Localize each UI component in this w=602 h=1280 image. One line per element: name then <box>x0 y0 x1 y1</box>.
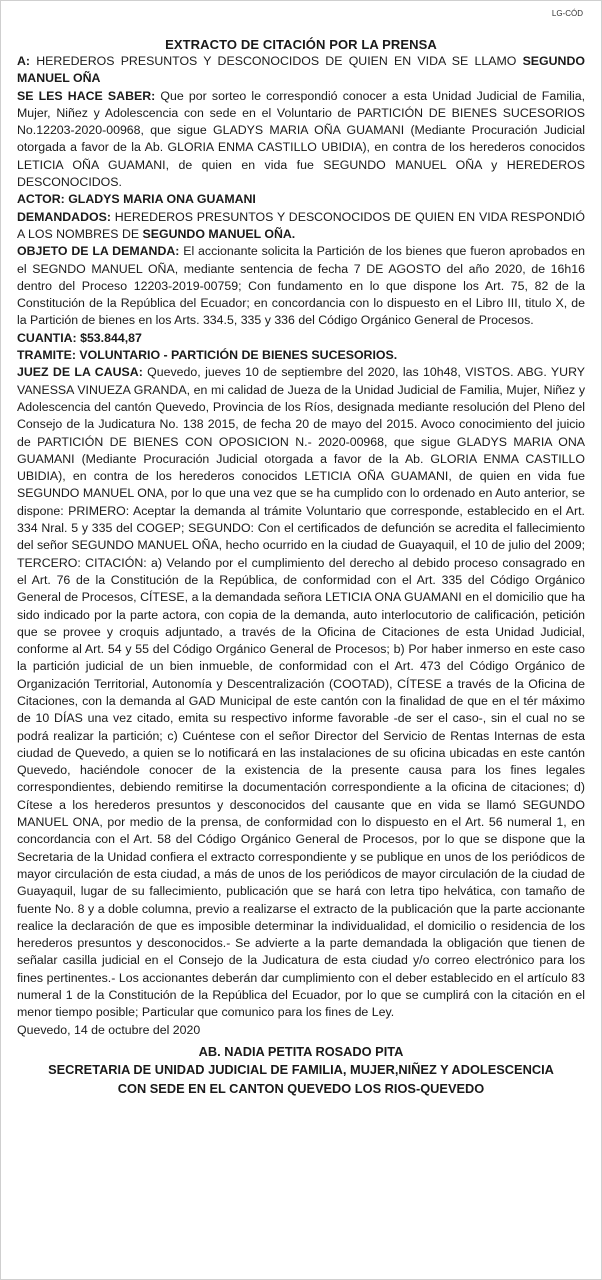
objeto-paragraph <box>17 243 585 329</box>
notice-title: EXTRACTO DE CITACIÓN POR LA PRENSA <box>165 37 437 52</box>
signatory-role-line2: CON SEDE EN EL CANTON QUEVEDO LOS RIOS-QUEVEDO <box>117 1080 485 1096</box>
signatory-name: AB. NADIA PETITA ROSADO PITA <box>198 1043 404 1059</box>
juez-paragraph <box>17 364 585 1021</box>
juez-text: Quevedo, jueves 10 de septiembre del 2020, las 10h48, VISTOS. ABG. YURY VANESSA VINUEZA GRANDA, en mi calidad de Jueza de la Unidad Judicial de Familia, Mujer, Niñez y Adolescencia del cantón Quevedo, Provincia de los Ríos, designada mediante resolución del Pleno del Consejo de la Judicatura No. 138 2015, de fecha 20 de mayo del 2015. Avoco conocimiento del juicio de PARTICIÓN DE BIENES CON OPOSICION N.- 2020-00968, que sigue GLADYS MARIA ONA GUAMANI (Mediante Procuración Judicial otorgada a favor de la Ab. GLORIA ENMA CASTILLO UBIDIA), en contra de los herederos conocidos LETICIA OÑA GUAMANI, de quien en vida fue SEGUNDO MANUEL ONA, por lo que una vez que se ha cumplido con lo ordenado en Auto anterior, se dispone: PRIMERO: Aceptar la demanda al trámite Voluntario que corresponde, establecido en el Art. 334 Nral. 5 y 335 del COGEP; SEGUNDO: Con el certificados de defunción se acredita el fallecimiento del señor SEGUNDO MANUEL OÑA, hecho ocurrido en la ciudad de Guayaquil, el 10 de julio del 2009; TERCERO: CITACIÓN: a) Velando por el cumplimiento del derecho al debido proceso consagrado en el Art. 76 de la Constitución de la República, de conformidad con el Art. 335 del Código Orgánico General de Procesos, CÍTESE, a la demandada señora LETICIA ONA GUAMANI en el domicilio que ha sido indicado por la parte actora, con copia de la demanda, auto interlocutorio de calificación, petición que se provee y croquis adjuntado, a través de la Oficina de Citaciones de esta Unidad Judicial, conforme al Art. 54 y 55 del Código Orgánico General de Procesos; b) Por haber inmerso en este caso la partición judicial de un bien inmueble, de conformidad con el Art. 473 del Código Orgánico de Organización Territorial, Autonomía y Descentralización (COOTAD), CÍTESE a través de la Oficina de Citaciones, con la demanda al GAD Municipal de este cantón con la finalidad de que en el tér máximo de 10 DÍAS una vez citado, emita su respectivo informe favorable -de ser el caso-, sin el cual no se podrá realizar la partición; c) Cuéntese con el señor Director del Servicio de Rentas Internas de esta ciudad de Quevedo, a quien se lo notificará en las instalaciones de su oficina ubicadas en este cantón Quevedo, haciéndole conocer de la existencia de la presente causa para los fines legales correspondientes, debiendo remitirse la documentación correspondiente a la oficina de citaciones; d) Cítese a los herederos presuntos y desconocidos del causante que en vida se llamó SEGUNDO MANUEL ONA, por medio de la prensa, de conformidad con lo dispuesto en el Art. 56 numeral 1, en concordancia con el Art. 58 del Código Orgánico General de Procesos, por lo que se dispone que la Secretaria de la Unidad confiera el extracto correspondiente y se publique en unos de los periódicos de mayor circulación de esta ciudad, a más de unos de los periódicos de mayor circulación de la ciudad de Guayaquil, lugar de su fallecimiento, publicación que se hará con letra tipo helvática, con tamaño de fuente No. 8 y a doble columna, previo a realizarse el extracto de la publicación que la parte accionante realice la declaración de que es imposible determinar la individualidad, el domicilio o residencia de los herederos presuntos y desconocidos.- Se advierte a la parte demandada la obligación que tienen de señalar casilla judicial en el Consejo de la Judicatura de esta ciudad y/o correo electrónico para los fines pertinentes.- Los accionantes deberán dar cumplimiento con el deber establecido en el artículo 83 numeral 1 de la Constitución de la República del Ecuador, por lo que se cumplirá con la citación en el menor tiempo posible; Particular que comunico para los fines de Ley. <box>17 365 585 1020</box>
juez-label: JUEZ DE LA CAUSA: <box>17 365 143 380</box>
demandados-text: HEREDEROS PRESUNTOS Y DESCONOCIDOS DE QUIEN EN VIDA RESPONDIÓ A LOS NOMBRES DE <box>17 209 585 241</box>
tramite-line: TRAMITE: VOLUNTARIO - PARTICIÓN DE BIENES SUCESORIOS. <box>17 348 398 363</box>
recipient-label: A: <box>17 54 31 68</box>
recipient-text: HEREDEROS PRESUNTOS Y DESCONOCIDOS DE QUIEN EN VIDA SE LLAMO <box>30 54 523 68</box>
objeto-label: OBJETO DE LA DEMANDA: <box>17 244 180 259</box>
notice-date: Quevedo, 14 de octubre del 2020 <box>17 1022 201 1037</box>
demandados-paragraph <box>17 209 585 244</box>
publication-code: LG-CÓD <box>551 9 583 18</box>
signatory-role-line1: SECRETARIA DE UNIDAD JUDICIAL DE FAMILIA, MUJER,NIÑEZ Y ADOLESCENCIA <box>48 1062 554 1078</box>
demandados-name: SEGUNDO MANUEL OÑA. <box>142 226 296 241</box>
recipient-name: SEGUNDO MANUEL OÑA <box>17 54 585 86</box>
objeto-text: El accionante solicita la Partición de los bienes que fueron aprobados en el SEGNDO MANUEL OÑA, mediante sentencia de fecha 7 DE AGOSTO del año 2020, de 16h16 dentro del Proceso 12203-2019-00759; Con fundamento en lo que dispone los Art. 75, 82 de la Constitución de la República del Ecuador; en concordancia con lo dispuesto en el Libro III, titulo X, de la Partición de bienes en los Arts. 334.5, 335 y 336 del Código Orgánico General de Procesos. <box>17 244 585 328</box>
cuantia-line: CUANTIA: $53.844,87 <box>17 330 142 345</box>
hace-saber-paragraph <box>17 88 585 192</box>
hace-saber-label: SE LES HACE SABER: <box>17 88 156 103</box>
hace-saber-text: Que por sorteo le correspondió conocer a esta Unidad Judicial de Familia, Mujer, Niñez y Adolescencia con sede en el Voluntario de PARTICIÓN DE BIENES SUCESORIOS No.12203-2020-00968, que sigue GLADYS MARIA OÑA GUAMANI (Mediante Procuración Judicial otorgada a favor de la Ab. GLORIA ENMA CASTILLO UBIDIA), en contra de los herederos conocidos LETICIA OÑA GUAMANI, de quien en vida fue SEGUNDO MANUEL OÑA y HEREDEROS DESCONOCIDOS. <box>17 88 586 190</box>
demandados-label: DEMANDADOS: <box>17 209 111 224</box>
actor-line: ACTOR: GLADYS MARIA ONA GUAMANI <box>17 192 256 207</box>
recipient-paragraph <box>17 53 585 88</box>
